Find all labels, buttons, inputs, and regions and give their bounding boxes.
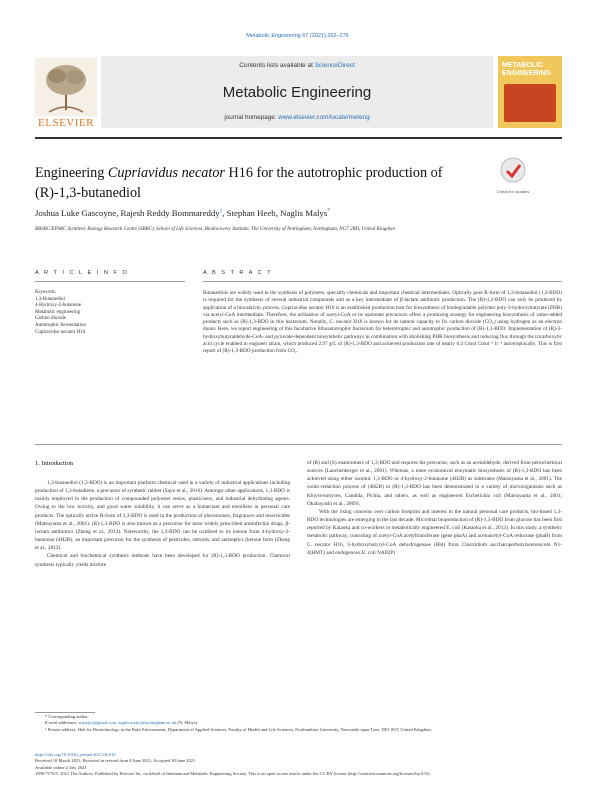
abstract-rule — [203, 281, 562, 282]
publisher-logo-text: ELSEVIER — [38, 117, 94, 129]
keyword-item: Carbon dioxide — [35, 316, 66, 322]
homepage-prefix: journal homepage: — [224, 114, 279, 121]
article-title — [35, 163, 485, 203]
title-italic: Cupriavidus necator — [107, 165, 225, 181]
affiliation: BBSRC/EPSRC Synthetic Biology Research Centre (SBRC), School of Life Sciences, Biodiscovery Institute, The University of Nottingham, Nottingham, NG7 2RD, United Kingdom — [35, 227, 395, 232]
check-updates-label: Check for updates — [496, 189, 530, 194]
running-head[interactable]: Metabolic Engineering 67 (2021) 262–276 — [246, 33, 349, 39]
footnote-rule — [35, 712, 95, 713]
journal-title: Metabolic Engineering — [222, 84, 372, 101]
bottom-matter — [35, 752, 562, 777]
title-post: H16 for the autotrophic production of — [224, 165, 443, 181]
body-paragraph: With the rising concerns over carbon footprint and interest in the natural personal care products, bio-based 1,3-BDO technologies are emerging in the last decade. Microbial bioproduction of (R)-1,3-BDO from glucose has been first reported by Kataoka and co-workers in metabolically engineered E. coli (Kataoka et al., 2013). In this study, a synthetic metabolic pathway, consisting of acetyl-CoA acetyltransferase (gene phaA) and acetoacetyl-CoA reductase (phaB) from C. necator H16, 3-hydroxybutyryl-CoA dehydrogenase (Bld) from Clostridium saccharoperbutylacetonicum N1-4(HMT) and endogenous E. coli NAD(P) — [307, 508, 562, 556]
email-label: E-mail addresses: — [45, 720, 79, 726]
email-links[interactable]: n.malys@gmail.com, naglis.malys@nottingham.ac.uk — [78, 720, 177, 726]
contents-prefix: Contents lists available at — [239, 62, 315, 69]
article-info-header: A R T I C L E I N F O — [35, 270, 129, 276]
keyword-item: Cupriavidus necator H16 — [35, 329, 86, 335]
authors-rest: , Stephan Heeb, Naglis Malys — [222, 208, 328, 218]
elsevier-tree-logo — [35, 58, 97, 126]
authors-first: Joshua Luke Gascoyne, Rajesh Reddy Bommareddy — [35, 208, 220, 218]
available-online: Available online 2 July 2021 — [35, 764, 87, 770]
homepage-link[interactable]: www.elsevier.com/locate/meteng — [278, 114, 370, 121]
footnote-corresponding: * Corresponding author. — [45, 714, 89, 719]
corresponding-mark[interactable]: * — [327, 208, 331, 215]
abstract-bottom-rule — [35, 444, 562, 445]
footnote-present-address: ¹ Present address: Hub for Biotechnology in the Built Environment, Department of Applied Sciences, Faculty of Health and Life Sciences, Northumbria University, Newcastle upon Tyne, NE1 8ST, United Kingdom. — [45, 726, 432, 732]
doi-link[interactable]: https://doi.org/10.1016/j.ymben.2021.06.010 — [35, 752, 116, 757]
info-rule — [35, 281, 185, 282]
body-paragraph: 1,3-butanediol (1,3-BDO) is an important platform chemical used in a variety of industrial applications including production of 1,3-butadiene, a precursor of synthetic rubber (Sayo et al., 2016). Amongst other applications, 1,3-BDO is mainly employed in the production of compounded polyester resins, plasticisers, and industrial dehydrating agents. Owing to the low toxicity, and good water solubility, it can serve as a humectant and emollient in personal care products. The optically active R-form of 1,3-BDO is used in the production of pheromones, fragrances and insecticides (Matsuyama et al., 2001). (R)-1,3-BDO is also known as a precursor for most widely prescribed antiinfectial drugs, β-lactam antibiotics (Zheng et al., 2012). Noteworthy, the 1,3-BDO can be oxidised to its ketone form 4-hydroxy-2-butanone (4H2B), an important precursor for the synthesis of pesticides, steroids, and antiseptics (ketone form (Zheng et al., 2012). — [35, 480, 290, 552]
section-heading-introduction: 1. Introduction — [35, 460, 73, 467]
masthead-rule — [35, 137, 562, 139]
author-list — [35, 208, 330, 218]
title-line2: (R)-1,3-butanediol — [35, 185, 141, 201]
check-updates-icon[interactable] — [498, 155, 528, 191]
body-paragraph: Chemical and biochemical synthesis methods have been developed for (R)-1,3-BDO production. Chemical synthesis typically yields mixture — [35, 553, 290, 568]
sciencedirect-link[interactable]: ScienceDirect — [314, 62, 355, 69]
keywords-label: Keywords: — [35, 290, 57, 295]
keyword-item: 4-Hydroxy-2-butanone — [35, 303, 82, 309]
abstract-header: A B S T R A C T — [203, 270, 273, 276]
license-text: 1096-7176/© 2021 The Authors. Published by Elsevier Inc. on behalf of International Metabolic Engineering Society. This is an open access article under the CC BY license (http://creativecommons.org/licenses/by/4.0/). — [35, 770, 431, 776]
received-dates: Received 18 March 2021; Received in revised form 8 June 2021; Accepted 30 June 2021 — [35, 758, 196, 764]
cover-title: METABOLIC ENGINEERING — [502, 62, 552, 77]
footnotes — [35, 714, 562, 733]
abstract-text: Butanediols are widely used in the synthesis of polymers, specialty chemicals and important chemical intermediates. Optically pure R-form of 1,3-butanediol (1,3-BDO) is required for the synthesis of several industrial compounds and as a key intermediate of β-lactam antibiotic production. The (R)-1,3-BDO can only be produced by application of a biocatalytic process. Cupriavidus necator H16 is an established production host for biosynthesis of biodegradable polymer poly-3-hydroxybutyrate (PHB) via acetyl-CoA intermediate. Therefore, the utilisation of acetyl-CoA or its upstream precursors offers a promising strategy for engineering biosynthesis of value-added products such as (R)-1,3-BDO in this bacterium. Notably, C. necator H16 is known for its natural capacity to fix carbon dioxide (CO₂) using hydrogen as an electron donor. Here, we report engineering of this facultative lithoautotrophic bacterium for heterotrophic and autotrophic production of (R)-1,3-BDO. Implementation of (R)-3-hydroxybutyraldehyde-CoA- and pyruvate-dependent biosynthetic pathways in combination with abolishing PHB biosynthesis and reducing flux through the tricarboxylic acid cycle enabled to engineer strain, which produced 2.97 g/L of (R)-1,3-BDO and achieved production rate of nearly 0.4 Cmol Cmol⁻¹ h⁻¹ autotrophically. This is first report of (R)-1,3-BDO production from CO₂. — [203, 290, 562, 354]
homepage-line — [101, 114, 493, 121]
email-suffix: (N. Malys). — [176, 720, 199, 726]
body-column-left — [35, 479, 290, 569]
body-column-right — [307, 459, 562, 557]
contents-line — [101, 62, 493, 69]
keyword-item: Metabolic engineering — [35, 309, 81, 315]
journal-cover — [498, 56, 562, 128]
author-footnote-mark[interactable]: 1 — [219, 209, 223, 215]
keyword-item: 1,3-Butanediol — [35, 296, 65, 302]
body-paragraph: of (R) and (S) enantiomers of 1,3-BDO and requires the precursor, such as an acetaldehyde, derived from petrochemical sources (Lauchenberger et al., 2001). Whereas, a more economical enzymatic biosynthesis of (R)-1,3-BDO has been achieved using either racemic 1,3-BDO or 4-hydroxy-2-butanone (4H2B) as substrates (Matsuyama et al., 2001). The oxido-reduction process of (4H2B) to (R)-1,3-BDO has been demonstrated in a variety of microorganisms such as Kluyveromyces, Candida, Pichia, and others, as well as engineered Escherichia coli (Matsuyama et al., 2001; Okabayashi et al., 2009). — [307, 460, 562, 507]
keyword-item: Autotrophic fermentation — [35, 322, 86, 328]
title-pre: Engineering — [35, 165, 108, 181]
keywords-block — [35, 290, 185, 336]
cover-image — [504, 84, 556, 122]
